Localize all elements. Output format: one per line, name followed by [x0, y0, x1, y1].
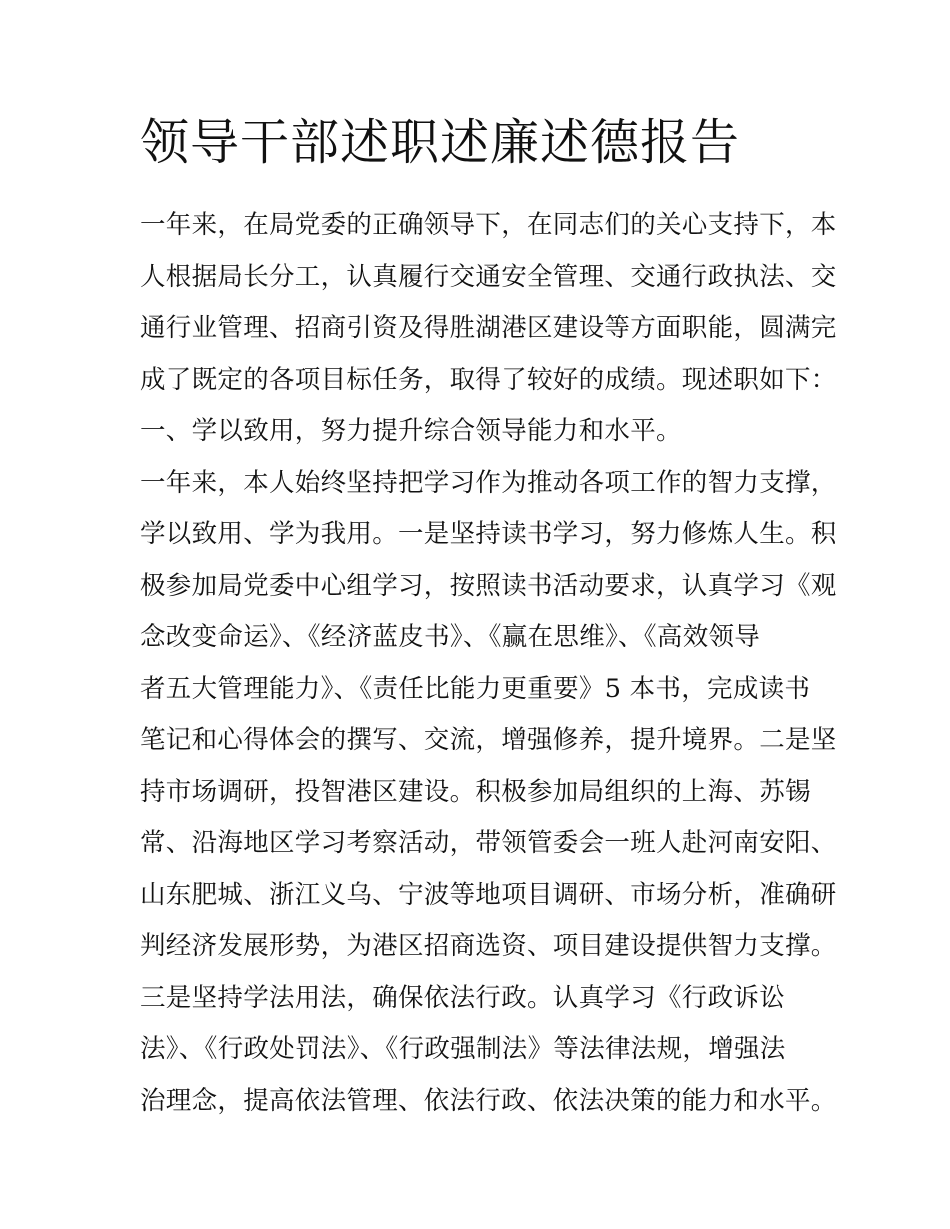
text-line: 学以致用、学为我用。一是坚持读书学习，努力修炼人生。积 [140, 519, 837, 549]
text-line: 极参加局党委中心组学习，按照读书活动要求，认真学习《观 [140, 570, 837, 601]
document-title: 领导干部述职述廉述德报告 [140, 114, 741, 171]
text-line: 山东肥城、浙江义乌、宁波等地项目调研、市场分析，准确研 [140, 879, 837, 910]
text-line: 三是坚持学法用法，确保依法行政。认真学习《行政诉讼 [140, 982, 786, 1013]
text-line: 者五大管理能力》、《责任比能力更重要》5 本书，完成读书 [140, 673, 811, 704]
text-line: 一年来，在局党委的正确领导下，在同志们的关心支持下，本 [140, 210, 837, 240]
document-body [140, 200, 840, 1127]
text-line: 常、沿海地区学习考察活动，带领管委会一班人赴河南安阳、 [140, 828, 837, 858]
text-line: 一年来，本人始终坚持把学习作为推动各项工作的智力支撑， [140, 467, 837, 498]
text-line: 法》、《行政处罚法》、《行政强制法》等法律法规，增强法 [140, 1034, 786, 1064]
text-line: 念改变命运》、《经济蓝皮书》、《赢在思维》、《高效领导 [140, 622, 761, 652]
text-line: 治理念，提高依法管理、依法行政、依法决策的能力和水平。 [140, 1085, 837, 1116]
text-line: 判经济发展形势，为港区招商选资、项目建设提供智力支撑。 [140, 931, 837, 961]
text-line: 人根据局长分工，认真履行交通安全管理、交通行政执法、交 [140, 261, 837, 292]
text-line: 笔记和心得体会的撰写、交流，增强修养，提升境界。二是坚 [140, 725, 837, 755]
text-line: 成了既定的各项目标任务，取得了较好的成绩。现述职如下： [140, 364, 837, 395]
text-line: 通行业管理、招商引资及得胜湖港区建设等方面职能，圆满完 [140, 313, 837, 343]
text-line: 持市场调研，投智港区建设。积极参加局组织的上海、苏锡 [140, 776, 811, 807]
section-heading: 一、学以致用，努力提升综合领导能力和水平。 [140, 416, 682, 446]
